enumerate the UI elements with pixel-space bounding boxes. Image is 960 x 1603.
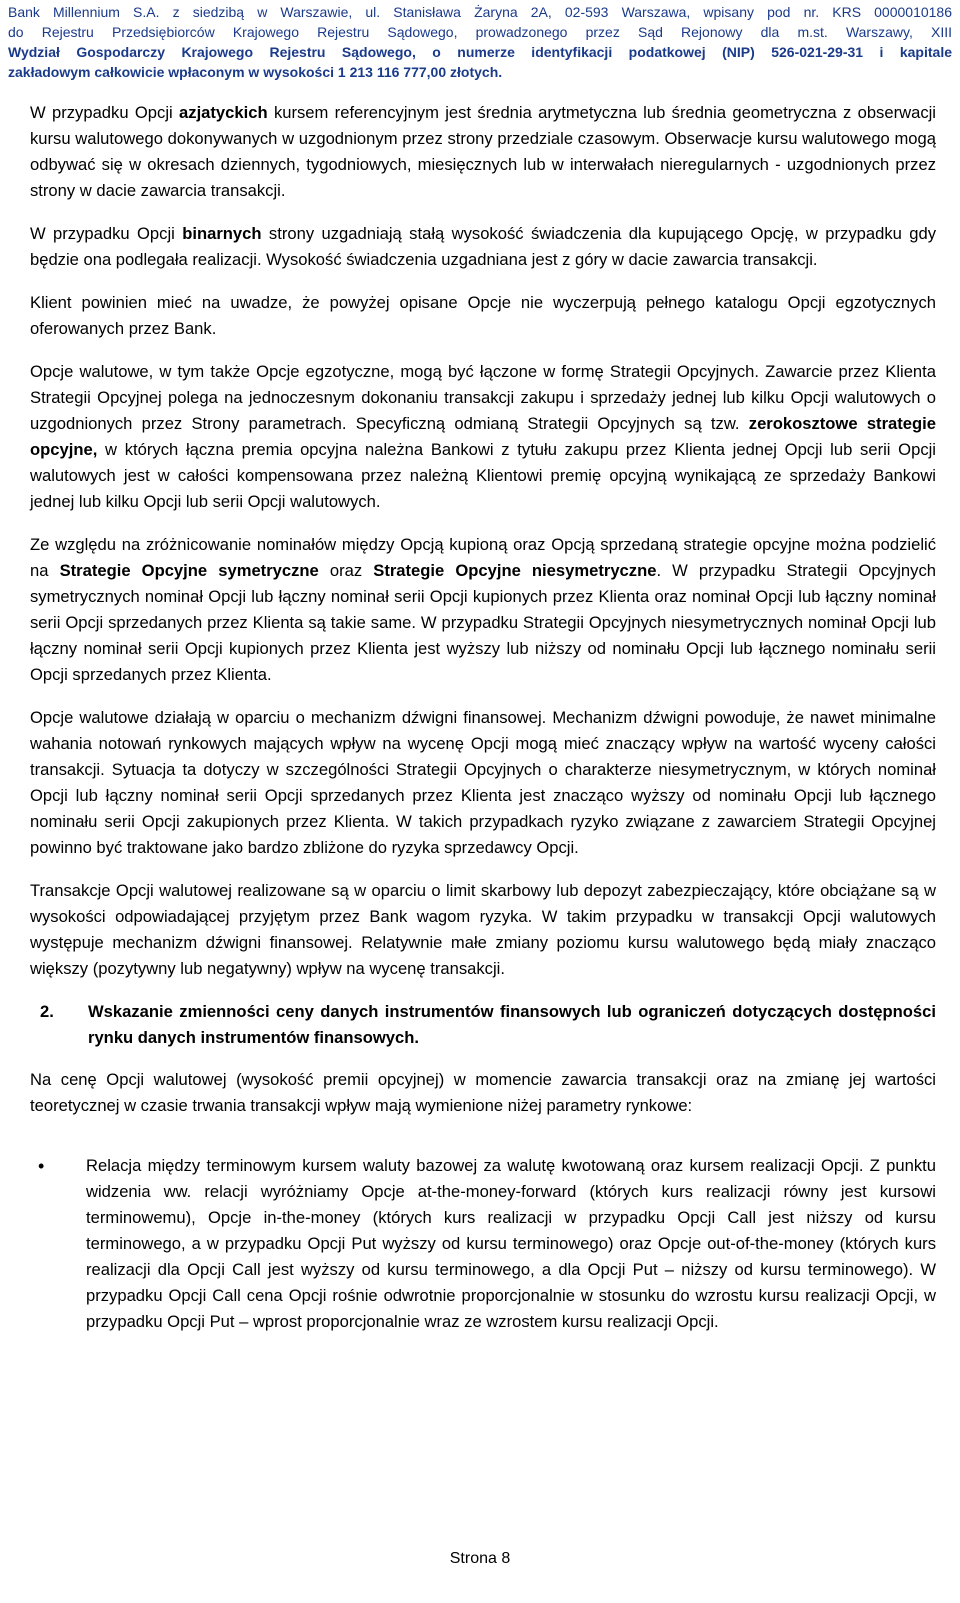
header-line-2: do Rejestru Przedsiębiorców Krajowego Rejestru Sądowego, prowadzonego przez Sąd Rejonowy dla m.st. Warszawy, XIII bbox=[8, 24, 952, 40]
paragraph-market-parameters: Na cenę Opcji walutowej (wysokość premii opcyjnej) w momencie zawarcia transakcji oraz na zmianę jej wartości teoretycznej w czasie trwania transakcji wpływ mają wymienione niżej parametry rynkowe: bbox=[30, 1070, 936, 1115]
header-line-1: Bank Millennium S.A. z siedzibą w Warszawie, ul. Stanisława Żaryna 2A, 02-593 Warszawa, wpisany pod nr. KRS 0000010186 bbox=[8, 4, 952, 20]
list-item bbox=[30, 1153, 936, 1335]
bold-term-symmetric: Strategie Opcyjne symetryczne bbox=[59, 561, 319, 580]
section-title: Wskazanie zmienności ceny danych instrumentów finansowych lub ograniczeń dotyczących dostępności rynku danych instrumentów finansowych. bbox=[88, 1002, 936, 1047]
text-run: W przypadku Opcji bbox=[30, 103, 180, 122]
paragraph-limits: Transakcje Opcji walutowej realizowane są w oparciu o limit skarbowy lub depozyt zabezpieczający, które obciążane są w wysokości odpowiadającej przyjętym przez Bank wagom ryzyka. W takim przypadku w transakcji Opcji walutowych występuje mechanizm dźwigni finansowej. Relatywnie małe zmiany poziomu kursu walutowego będą miały znacząco większy (pozytywny lub negatywny) wpływ na wycenę transakcji. bbox=[30, 881, 936, 978]
paragraph-option-strategies bbox=[30, 359, 936, 515]
text-run: Ze względu na zróżnicowanie nominałów między Opcją kupioną oraz Opcją sprzedaną strategie opcyjne można podzielić na bbox=[30, 535, 936, 580]
bold-term-asian: azjatyckich bbox=[179, 103, 268, 122]
header-line-3: Wydział Gospodarczy Krajowego Rejestru Sądowego, o numerze identyfikacji podatkowej (NIP) 526-021-29-31 i kapitale bbox=[8, 44, 952, 60]
section-number: 2. bbox=[40, 1002, 54, 1021]
section-heading-2 bbox=[30, 999, 936, 1051]
header-line-4: zakładowym całkowicie wpłaconym w wysokości 1 213 116 777,00 złotych. bbox=[8, 64, 503, 80]
bold-term-zero-cost: zerokosztowe strategie opcyjne, bbox=[30, 414, 936, 459]
text-run: . W przypadku Strategii Opcyjnych symetrycznych nominał Opcji lub łączny nominał serii Opcji kupionych przez Klienta oraz nominał Opcji lub łączny nominał serii Opcji sprzedanych przez Klienta są takie same. W przypadku Strategii Opcyjnych niesymetrycznych nominał Opcji lub łączny nominał serii Opcji kupionych przez Klienta jest wyższy lub niższy od nominału Opcji lub łącznego nominału serii Opcji sprzedanych przez Klienta. bbox=[30, 561, 936, 684]
bullet-icon: • bbox=[38, 1156, 45, 1176]
page-number: Strona 8 bbox=[449, 1550, 511, 1567]
text-run: w których łączna premia opcyjna należna Bankowi z tytułu zakupu przez Klienta jednej Opcji lub serii Opcji walutowych jest w całości kompensowana przez należną Klientowi premię opcyjną wynikającą ze sprzedaży Bankowi jednej lub kilku Opcji lub serii Opcji walutowych. bbox=[30, 440, 936, 511]
paragraph-catalog-note: Klient powinien mieć na uwadze, że powyżej opisane Opcje nie wyczerpują pełnego katalogu Opcji egzotycznych oferowanych przez Bank. bbox=[30, 293, 936, 338]
bullet-list bbox=[30, 1153, 936, 1335]
paragraph-leverage: Opcje walutowe działają w oparciu o mechanizm dźwigni finansowej. Mechanizm dźwigni powoduje, że nawet minimalne wahania notowań rynkowych mających wpływ na wycenę Opcji mogą mieć znaczący wpływ na wartość wyceny całości transakcji. Sytuacja ta dotyczy w szczególności Strategii Opcyjnych o charakterze niesymetrycznym, w których nominał Opcji lub łączny nominał serii Opcji sprzedanych przez Klienta jest znacząco wyższy od nominału Opcji lub łącznego nominału serii Opcji zakupionych przez Klienta. W takich przypadkach ryzyko związane z zawarciem Strategii Opcyjnej powinno być traktowane jako bardzo zbliżone do ryzyka sprzedawcy Opcji. bbox=[30, 708, 936, 857]
list-item-text: Relacja między terminowym kursem waluty bazowej za walutę kwotowaną oraz kursem realizacji Opcji. Z punktu widzenia ww. relacji wyróżniamy Opcje at-the-money-forward (których kurs realizacji równy jest kursowi terminowemu), Opcje in-the-money (których kurs realizacji w przypadku Opcji Call jest niższy od kursu terminowego, a w przypadku Opcji Put wyższy od kursu terminowego) oraz Opcje out-of-the-money (których kurs realizacji dla Opcji Call jest wyższy od kursu terminowego, a dla Opcji Put – niższy od kursu terminowego). W przypadku Opcji Call cena Opcji rośnie odwrotnie proporcjonalnie w stosunku do wzrostu kursu realizacji Opcji, w przypadku Opcji Put – wprost proporcjonalnie wraz ze wzrostem kursu realizacji Opcji. bbox=[86, 1156, 936, 1331]
text-run: W przypadku Opcji bbox=[30, 224, 183, 243]
paragraph-symmetric-strategies bbox=[30, 532, 936, 688]
paragraph-asian-options bbox=[30, 100, 936, 204]
document-header bbox=[8, 2, 952, 82]
text-run: oraz bbox=[318, 561, 374, 580]
text-run: Opcje walutowe, w tym także Opcje egzotyczne, mogą być łączone w formę Strategii Opcyjnych. Zawarcie przez Klienta Strategii Opcyjnej polega na jednoczesnym dokonaniu transakcji zakupu i sprzedaży jednej lub kilku Opcji walutowych o uzgodnionych przez Strony parametrach. Specyficzną odmianą Strategii Opcyjnych są tzw. bbox=[30, 362, 936, 433]
paragraph-binary-options bbox=[30, 221, 936, 273]
bold-term-binary: binarnych bbox=[182, 224, 262, 243]
bold-term-asymmetric: Strategie Opcyjne niesymetryczne bbox=[373, 561, 657, 580]
text-run: strony uzgadniają stałą wysokość świadczenia dla kupującego Opcję, w przypadku gdy będzie ona podlegała realizacji. Wysokość świadczenia uzgadniana jest z góry w dacie zawarcia transakcji. bbox=[30, 224, 936, 269]
text-run: kursem referencyjnym jest średnia arytmetyczna lub średnia geometryczna z obserwacji kursu walutowego dokonywanych w uzgodnionym przez strony przedziale czasowym. Obserwacje kursu walutowego mogą odbywać się w okresach dziennych, tygodniowych, miesięcznych lub w interwałach nieregularnych - uzgodnionych przez strony w dacie zawarcia transakcji. bbox=[30, 103, 936, 200]
document-body bbox=[30, 100, 936, 1335]
